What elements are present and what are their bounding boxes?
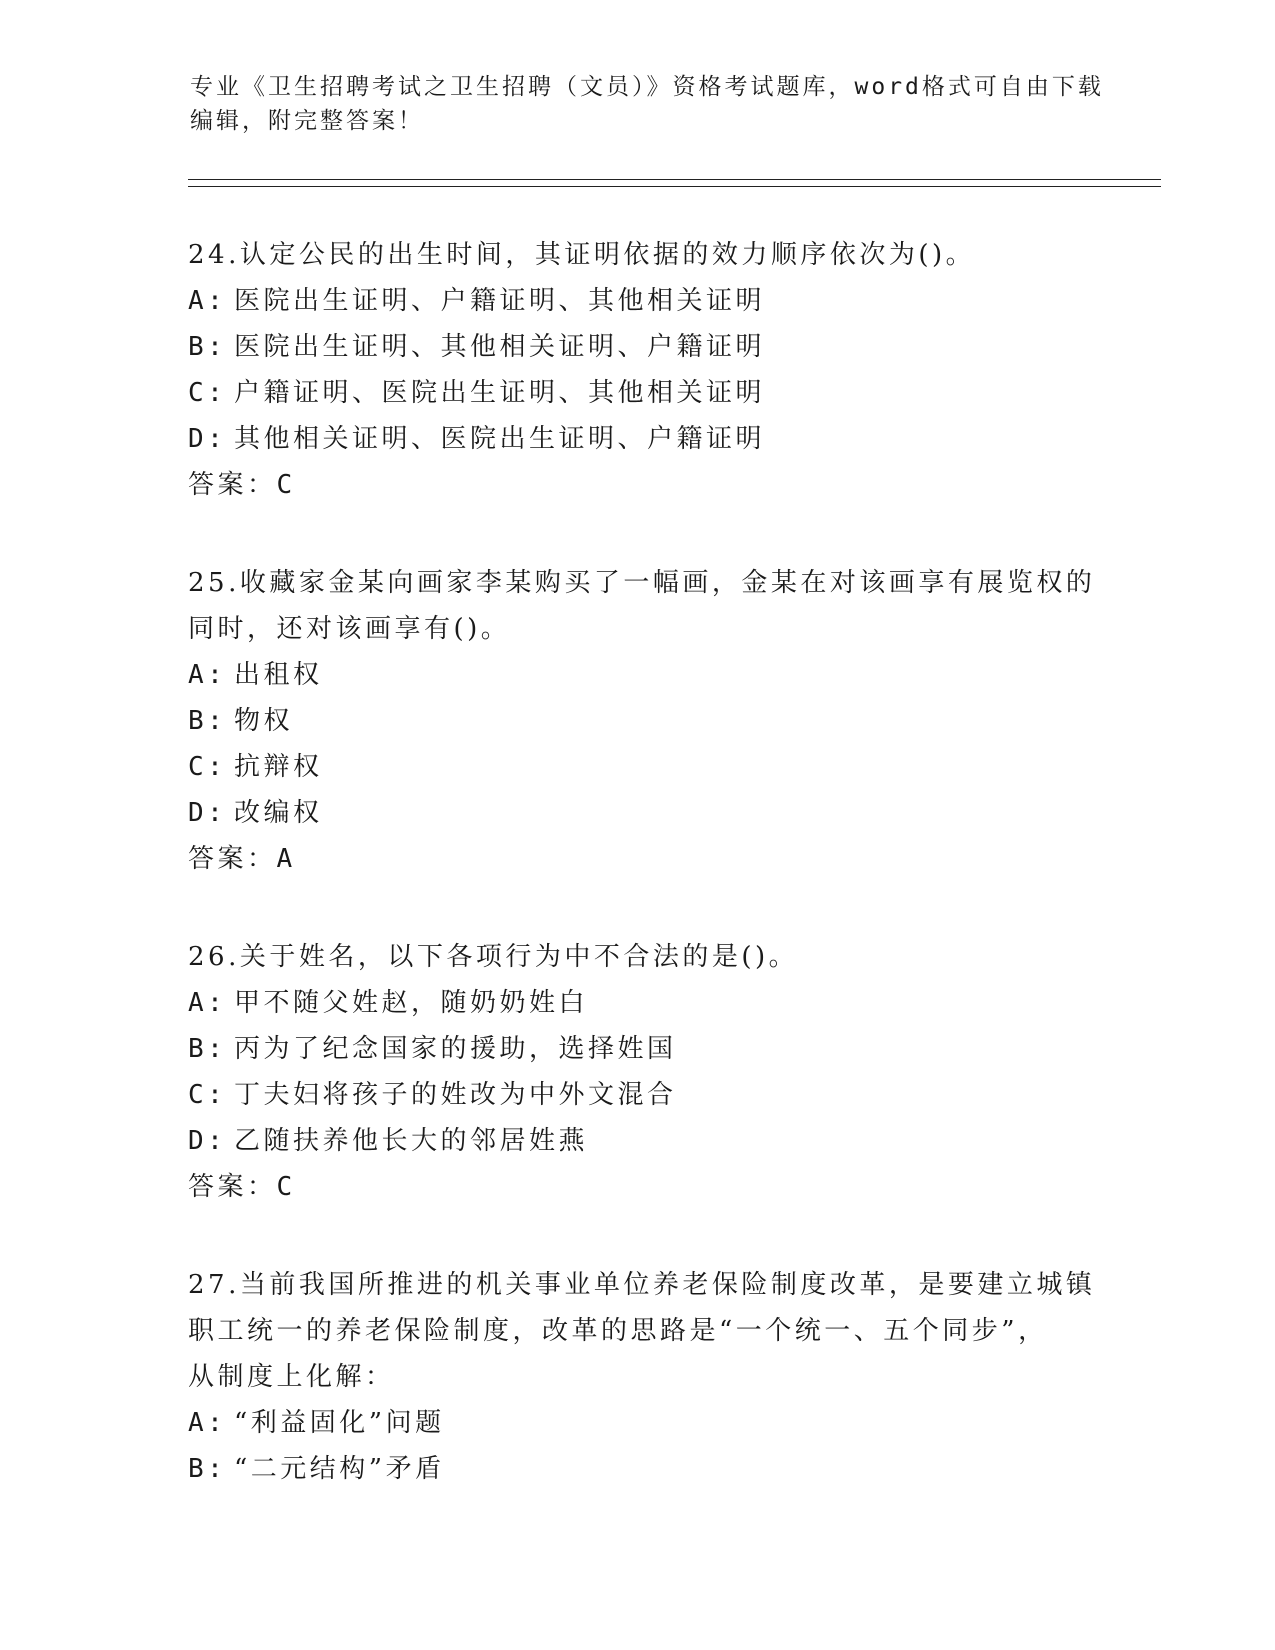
option-c <box>188 370 1088 416</box>
question-text: 从制度上化解： <box>188 1362 395 1392</box>
option-letter: B: <box>188 1454 227 1484</box>
answer-value: C <box>276 470 296 500</box>
option-letter: A: <box>188 660 227 690</box>
header-line: 编辑，附完整答案！ <box>190 108 424 134</box>
option-text: “利益固化”问题 <box>234 1408 445 1438</box>
option-a <box>188 980 1088 1026</box>
option-b <box>188 324 1088 370</box>
option-text: 乙随扶养他长大的邻居姓燕 <box>234 1126 589 1156</box>
option-letter: B: <box>188 706 227 736</box>
option-b <box>188 1026 1088 1072</box>
option-text: 物权 <box>234 706 294 736</box>
answer-label: 答案： <box>188 1172 277 1202</box>
option-d <box>188 1118 1088 1164</box>
option-letter: C: <box>188 378 227 408</box>
option-letter: D: <box>188 424 227 454</box>
option-a <box>188 652 1088 698</box>
answer-value: C <box>276 1172 296 1202</box>
question-text: 同时，还对该画享有()。 <box>188 614 511 644</box>
option-letter: B: <box>188 332 227 362</box>
question-27 <box>188 1262 1096 1492</box>
option-c <box>188 1072 1088 1118</box>
option-text: 抗辩权 <box>234 752 323 782</box>
option-letter: C: <box>188 1080 227 1110</box>
answer-label: 答案： <box>188 470 277 500</box>
option-text: 医院出生证明、户籍证明、其他相关证明 <box>234 286 766 316</box>
question-text: 26.关于姓名，以下各项行为中不合法的是()。 <box>188 942 799 972</box>
question-24 <box>188 232 1088 508</box>
document-header <box>190 70 1104 138</box>
option-letter: B: <box>188 1034 227 1064</box>
option-b <box>188 1446 1088 1492</box>
option-letter: D: <box>188 798 227 828</box>
option-d <box>188 416 1088 462</box>
option-letter: A: <box>188 286 227 316</box>
option-b <box>188 698 1088 744</box>
option-letter: D: <box>188 1126 227 1156</box>
option-letter: A: <box>188 1408 227 1438</box>
option-d <box>188 790 1088 836</box>
answer-value: A <box>276 844 296 874</box>
option-letter: A: <box>188 988 227 1018</box>
answer-label: 答案： <box>188 844 277 874</box>
option-text: “二元结构”矛盾 <box>234 1454 445 1484</box>
option-text: 丁夫妇将孩子的姓改为中外文混合 <box>234 1080 677 1110</box>
question-text: 27.当前我国所推进的机关事业单位养老保险制度改革，是要建立城镇 <box>188 1270 1096 1300</box>
question-26 <box>188 934 1088 1210</box>
option-text: 丙为了纪念国家的援助，选择姓国 <box>234 1034 677 1064</box>
option-text: 出租权 <box>234 660 323 690</box>
answer-line <box>188 1164 1088 1210</box>
option-text: 医院出生证明、其他相关证明、户籍证明 <box>234 332 766 362</box>
option-text: 其他相关证明、医院出生证明、户籍证明 <box>234 424 766 454</box>
question-text: 24.认定公民的出生时间，其证明依据的效力顺序依次为()。 <box>188 240 976 270</box>
option-a <box>188 1400 1088 1446</box>
header-line: 专业《卫生招聘考试之卫生招聘（文员）》资格考试题库，word格式可自由下载 <box>190 74 1104 100</box>
answer-line <box>188 836 1088 882</box>
question-25 <box>188 560 1096 882</box>
option-a <box>188 278 1088 324</box>
question-list <box>188 232 1096 1544</box>
option-letter: C: <box>188 752 227 782</box>
answer-line <box>188 462 1088 508</box>
header-divider <box>188 179 1161 187</box>
option-text: 户籍证明、医院出生证明、其他相关证明 <box>234 378 766 408</box>
option-text: 甲不随父姓赵，随奶奶姓白 <box>234 988 589 1018</box>
question-text: 职工统一的养老保险制度，改革的思路是“一个统一、五个同步”， <box>188 1316 1048 1346</box>
option-text: 改编权 <box>234 798 323 828</box>
option-c <box>188 744 1088 790</box>
question-text: 25.收藏家金某向画家李某购买了一幅画，金某在对该画享有展览权的 <box>188 568 1096 598</box>
